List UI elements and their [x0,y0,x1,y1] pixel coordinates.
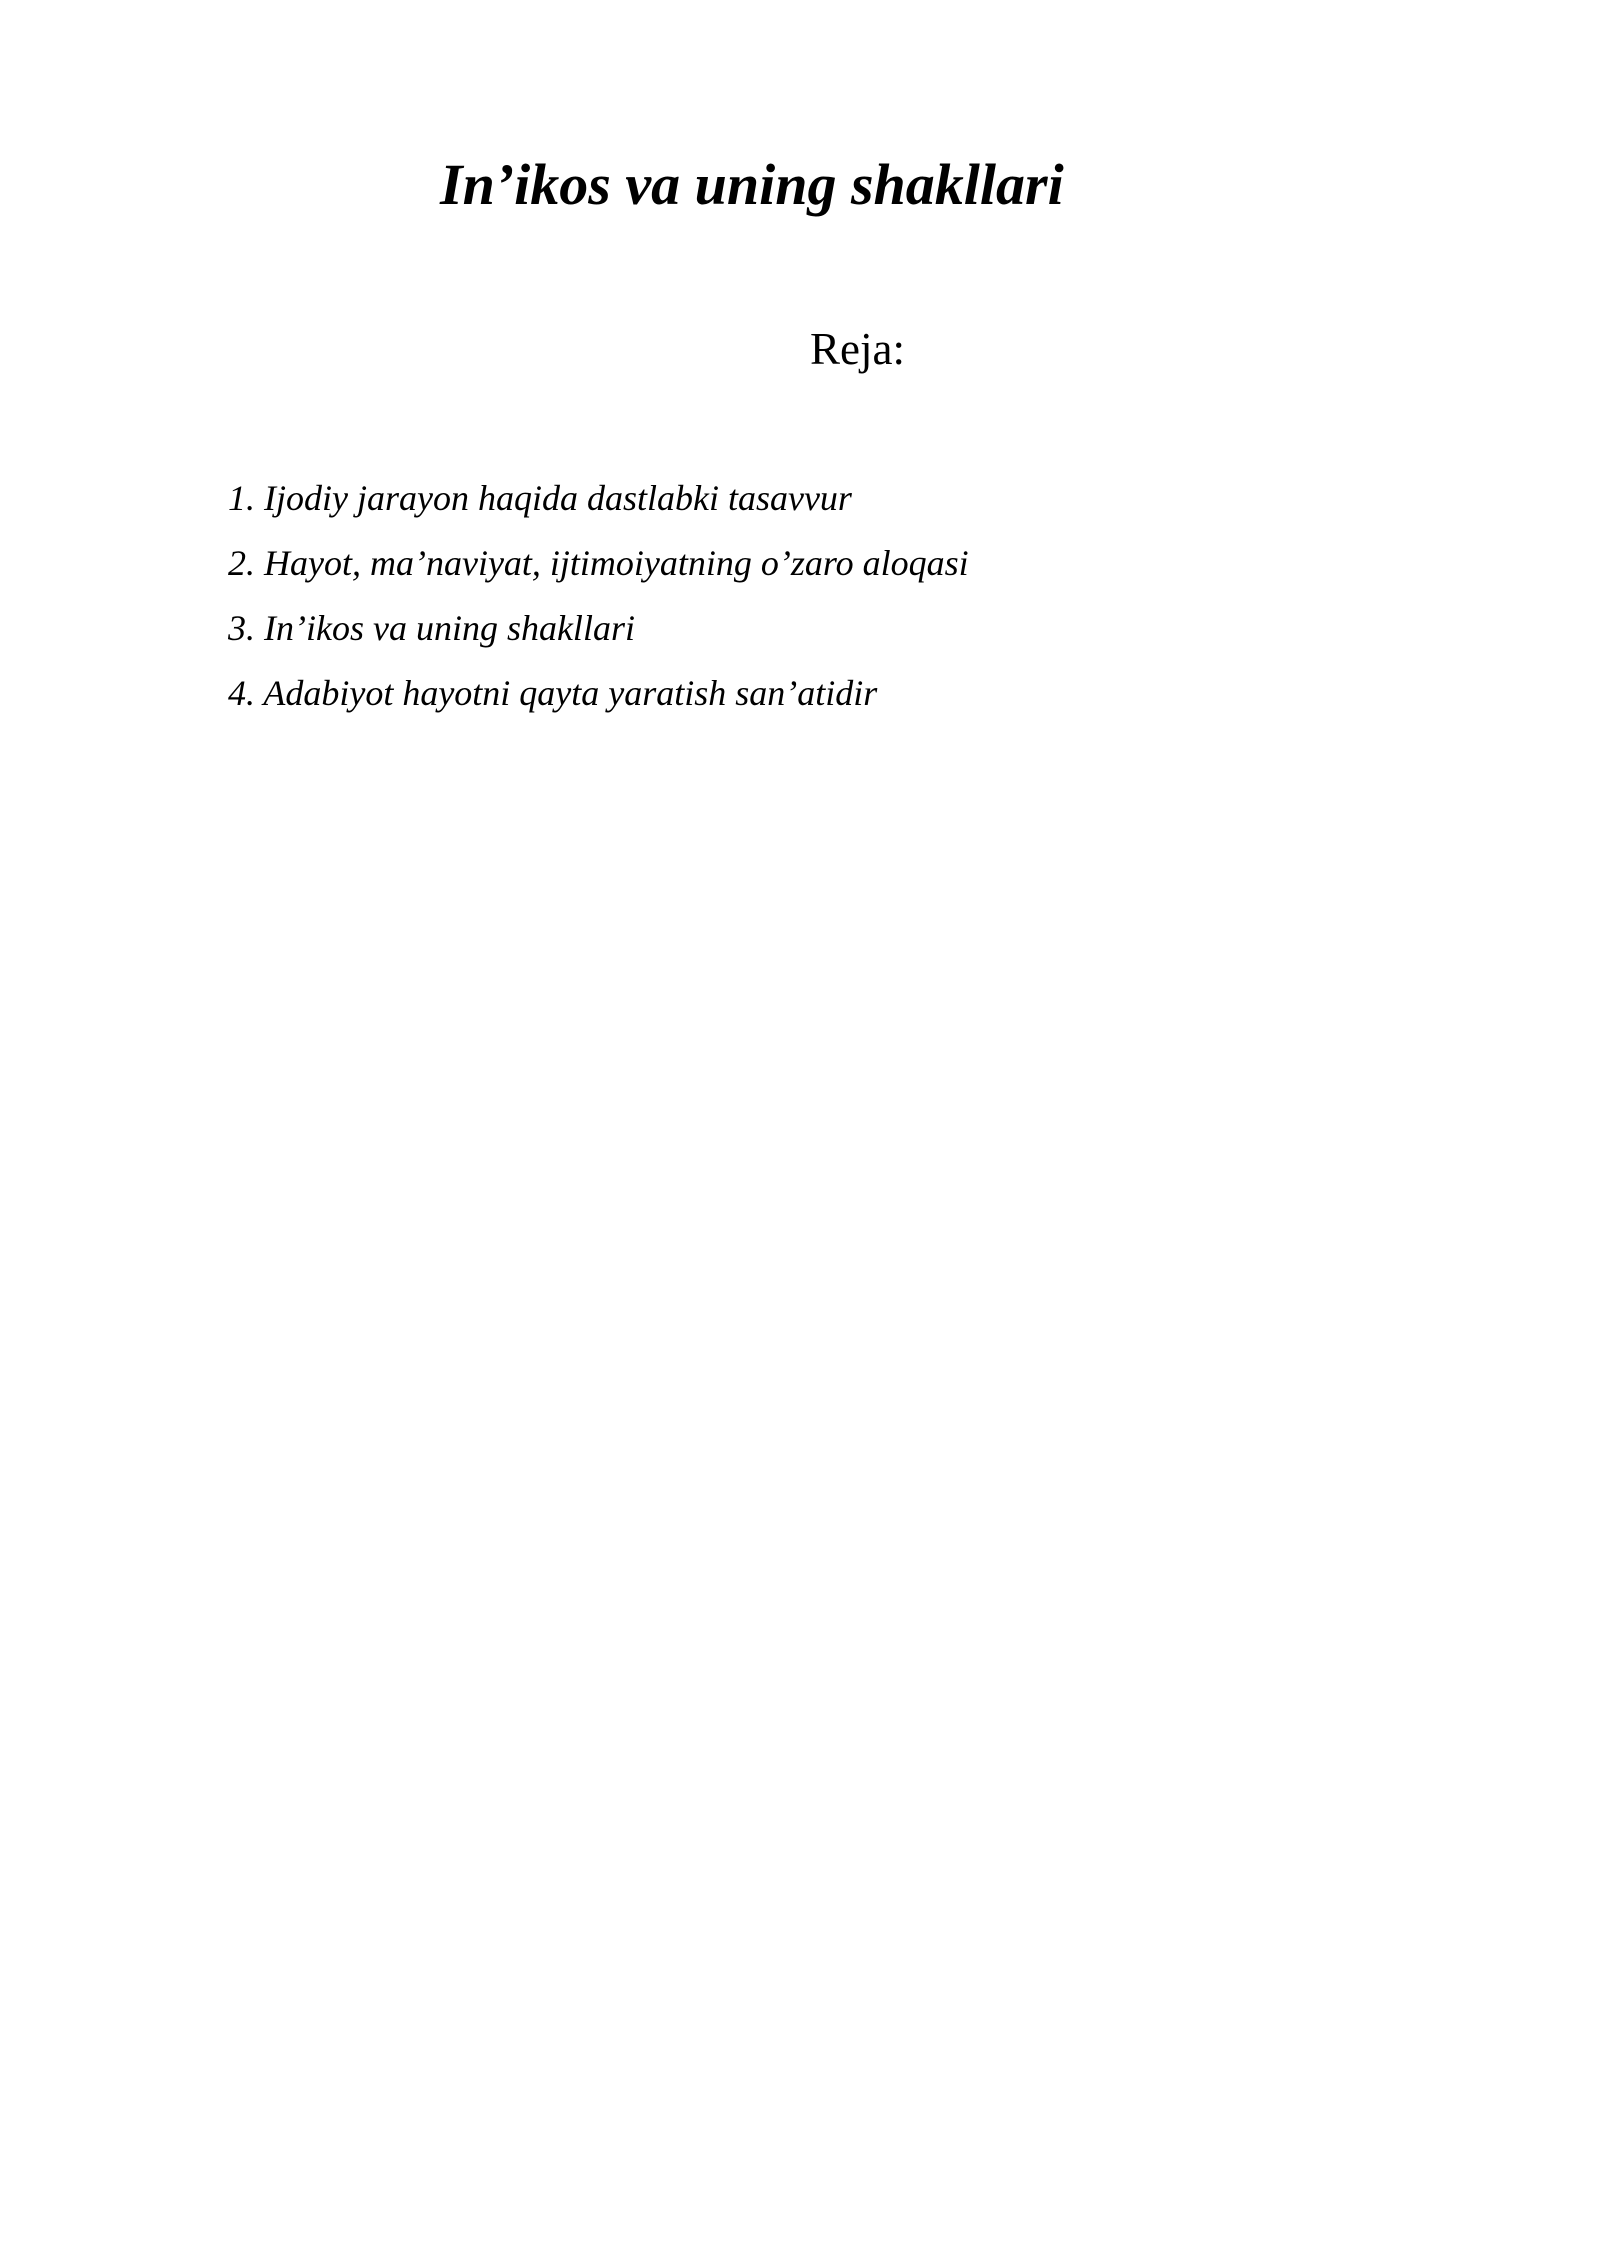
plan-item-1: 1. Ijodiy jarayon haqida dastlabki tasavvur [228,478,852,518]
plan-heading: Reja: [810,324,905,374]
plan-item-2: 2. Hayot, ma’naviyat, ijtimoiyatning o’zaro aloqasi [228,543,969,583]
plan-list [228,466,969,726]
plan-item-4: 4. Adabiyot hayotni qayta yaratish san’atidir [228,673,878,713]
document-title: In’ikos va uning shakllari [440,152,1064,217]
plan-item-3: 3. In’ikos va uning shakllari [228,608,635,648]
